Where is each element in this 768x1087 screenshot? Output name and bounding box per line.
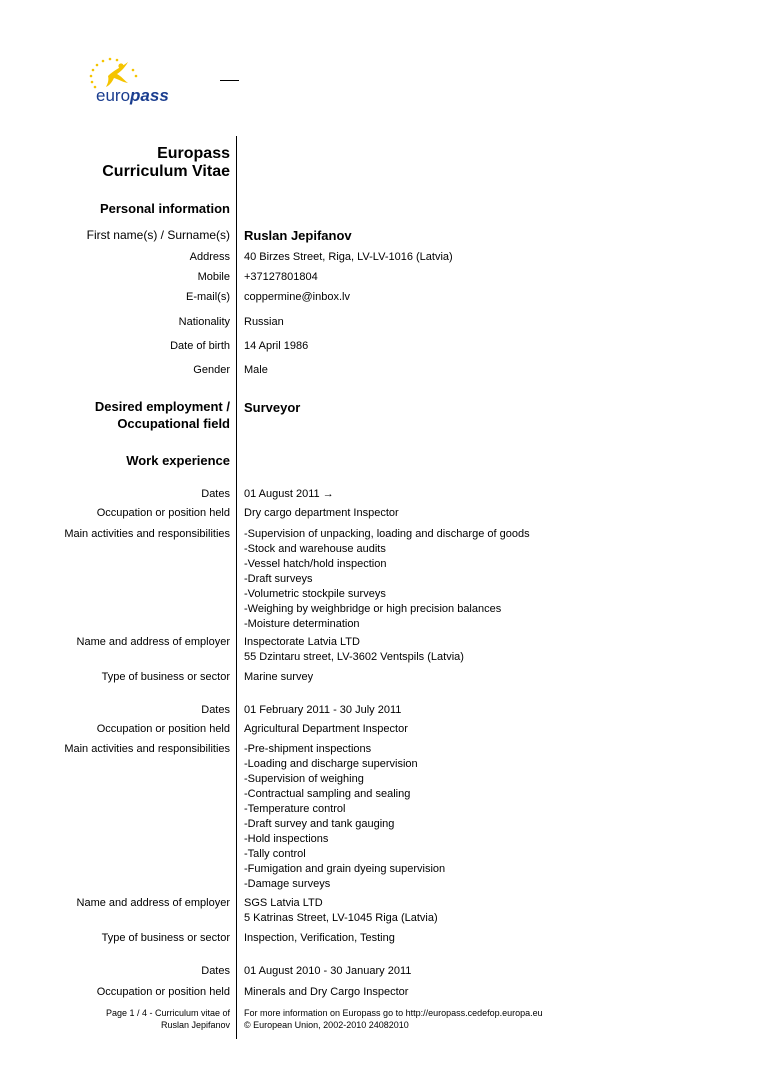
column-divider [236,136,237,1039]
job2-label-sector: Type of business or sector [101,932,230,944]
label-desired-employment-line1: Desired employment / [94,399,230,414]
job2-activity: -Contractual sampling and sealing [244,788,411,800]
section-heading-work: Work experience [126,453,230,468]
logo-suffix: pass [130,86,169,105]
label-address: Address [189,251,230,263]
job3-dates: 01 August 2010 - 30 January 2011 [244,965,412,977]
value-address: 40 Birzes Street, Riga, LV-LV-1016 (Latvia) [244,251,453,263]
europass-logo [84,56,180,106]
job1-sector: Marine survey [244,671,314,683]
section-heading-personal: Personal information [99,201,230,216]
job1-employer-name: Inspectorate Latvia LTD [244,636,360,648]
value-nationality: Russian [244,316,284,328]
cv-title-line1: Europass [157,145,230,162]
job2-activity: -Draft survey and tank gauging [244,818,395,830]
value-desired-employment: Surveyor [244,400,301,415]
label-dob: Date of birth [170,340,230,352]
label-mobile: Mobile [197,271,230,283]
job2-activity: -Loading and discharge supervision [244,758,418,770]
job3-occupation: Minerals and Dry Cargo Inspector [244,986,409,998]
job1-employer-address: 55 Dzintaru street, LV-3602 Ventspils (Latvia) [244,651,464,663]
job2-activity: -Supervision of weighing [244,773,364,785]
job2-employer-name: SGS Latvia LTD [244,897,323,909]
job2-employer [244,896,438,926]
footer-page-line1: Page 1 / 4 - Curriculum vitae of [105,1008,230,1018]
job1-dates: 01 August 2011 → [244,488,334,500]
label-email: E-mail(s) [186,291,230,303]
job1-label-activities: Main activities and responsibilities [64,528,230,540]
job2-activities-list [244,742,445,892]
job1-label-sector: Type of business or sector [101,671,230,683]
job1-activity: -Supervision of unpacking, loading and discharge of goods [244,528,530,540]
footer-info-line2: © European Union, 2002-2010 24082010 [244,1020,409,1030]
label-desired-employment-line2: Occupational field [117,416,230,431]
job1-activity: -Weighing by weighbridge or high precision balances [244,603,502,615]
job2-occupation: Agricultural Department Inspector [244,723,408,735]
value-name: Ruslan Jepifanov [244,228,352,243]
job1-activity: -Draft surveys [244,573,313,585]
footer-info-line1: For more information on Europass go to http://europass.cedefop.europa.eu [244,1008,543,1018]
job2-activity: -Hold inspections [244,833,329,845]
job2-employer-address: 5 Katrinas Street, LV-1045 Riga (Latvia) [244,912,438,924]
value-gender: Male [244,364,268,376]
job3-label-occupation: Occupation or position held [96,986,230,998]
job1-label-employer: Name and address of employer [76,636,230,648]
job1-label-dates: Dates [201,488,230,500]
job1-label-occupation: Occupation or position held [96,507,230,519]
job2-label-employer: Name and address of employer [76,897,230,909]
job2-label-activities: Main activities and responsibilities [64,743,230,755]
job2-activity: -Damage surveys [244,878,331,890]
job2-activity: -Tally control [244,848,306,860]
value-mobile: +37127801804 [244,271,318,283]
cv-title-line2: Curriculum Vitae [102,163,230,180]
job2-activity: -Temperature control [244,803,346,815]
job1-employer [244,635,464,665]
job2-dates: 01 February 2011 - 30 July 2011 [244,704,402,716]
logo-wordmark [96,86,169,105]
value-dob: 14 April 1986 [244,340,309,352]
job2-activity: -Fumigation and grain dyeing supervision [244,863,446,875]
value-email: coppermine@inbox.lv [244,291,350,303]
job1-activities-list [244,527,530,632]
job1-activity: -Stock and warehouse audits [244,543,386,555]
europass-logo-graphic [84,56,180,106]
job1-activity: -Moisture determination [244,618,360,630]
logo-prefix: euro [96,86,131,105]
job2-activity: -Pre-shipment inspections [244,743,372,755]
job1-activity: -Volumetric stockpile surveys [244,588,386,600]
job2-sector: Inspection, Verification, Testing [244,932,395,944]
label-gender: Gender [193,364,230,376]
footer-page-line2: Ruslan Jepifanov [160,1020,230,1030]
job1-occupation: Dry cargo department Inspector [244,507,399,519]
job2-label-dates: Dates [201,704,230,716]
job1-activity: -Vessel hatch/hold inspection [244,558,387,570]
header-dash [220,80,239,81]
label-nationality: Nationality [178,316,230,328]
job2-label-occupation: Occupation or position held [96,723,230,735]
label-name: First name(s) / Surname(s) [86,228,230,242]
job3-label-dates: Dates [201,965,230,977]
